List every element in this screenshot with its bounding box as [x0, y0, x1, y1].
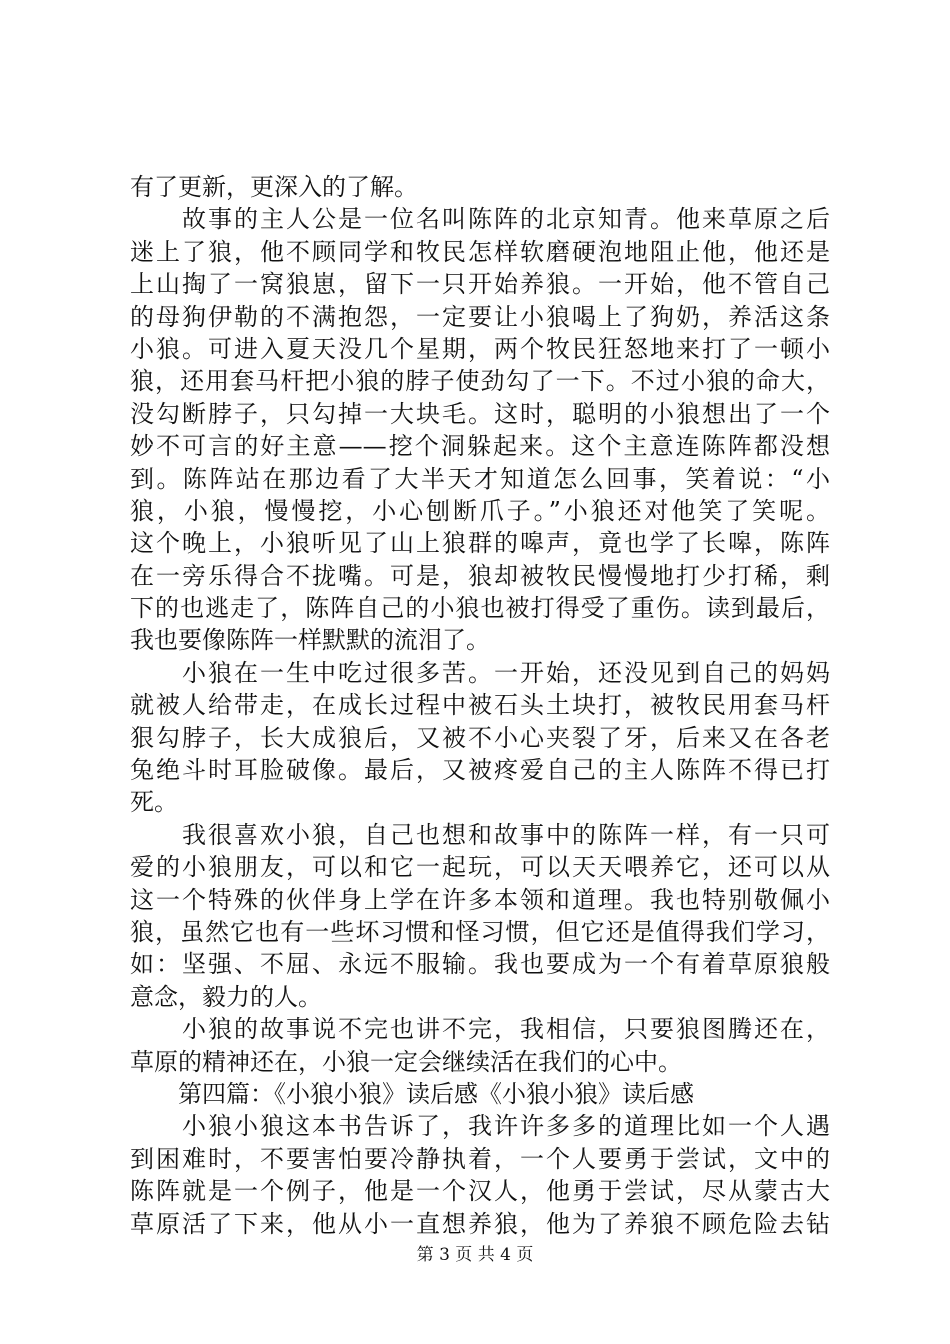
text-line: 小狼的故事说不完也讲不完，我相信，只要狼图腾还在， [130, 1015, 830, 1044]
text-line: 这个晚上，小狼听见了山上狼群的嗥声，竟也学了长嗥，陈阵 [130, 529, 830, 558]
text-line: 小狼在一生中吃过很多苦。一开始，还没见到自己的妈妈 [130, 658, 830, 687]
text-line: 在一旁乐得合不拢嘴。可是，狼却被牧民慢慢地打少打稀，剩 [130, 561, 830, 590]
text-line: 迷上了狼，他不顾同学和牧民怎样软磨硬泡地阻止他，他还是 [130, 237, 830, 266]
text-line: 有了更新，更深入的了解。 [130, 173, 418, 201]
body-text [130, 171, 830, 1240]
text-line: 狼，小狼，慢慢挖，小心刨断爪子。”小狼还对他笑了笑呢。 [130, 496, 830, 525]
text-line: 小狼。可进入夏天没几个星期，两个牧民狂怒地来打了一顿小 [130, 334, 830, 363]
text-line: 意念，毅力的人。 [130, 982, 322, 1011]
text-line: 陈阵就是一个例子，他是一个汉人，他勇于尝试，尽从蒙古大 [130, 1177, 830, 1206]
text-line: 这一个特殊的伙伴身上学在许多本领和道理。我也特别敬佩小 [130, 885, 830, 914]
text-line: 狠勾脖子，长大成狼后，又被不小心夹裂了牙，后来又在各老 [130, 723, 830, 752]
text-line: 爱的小狼朋友，可以和它一起玩，可以天天喂养它，还可以从 [130, 853, 830, 882]
text-line: 妙不可言的好主意——挖个洞躲起来。这个主意连陈阵都没想 [130, 432, 830, 461]
text-line: 故事的主人公是一位名叫陈阵的北京知青。他来草原之后 [130, 205, 830, 234]
text-line: 我也要像陈阵一样默默的流泪了。 [130, 626, 490, 655]
text-line: 狼，虽然它也有一些坏习惯和怪习惯，但它还是值得我们学习， [130, 917, 830, 946]
text-line: 第四篇：《小狼小狼》读后感《小狼小狼》读后感 [130, 1079, 694, 1108]
text-line: 上山掏了一窝狼崽，留下一只开始养狼。一开始，他不管自己 [130, 270, 830, 299]
text-line: 就被人给带走，在成长过程中被石头土块打，被牧民用套马杆 [130, 691, 830, 720]
text-line: 的母狗伊勒的不满抱怨，一定要让小狼喝上了狗奶，养活这条 [130, 302, 830, 331]
text-line: 草原的精神还在，小狼一定会继续活在我们的心中。 [130, 1047, 682, 1076]
text-line: 狼，还用套马杆把小狼的脖子使劲勾了一下。不过小狼的命大， [130, 367, 830, 396]
page-footer: 第 3 页 共 4 页 [416, 1245, 534, 1265]
text-line: 死。 [130, 788, 178, 817]
text-line: 兔绝斗时耳脸破像。最后，又被疼爱自己的主人陈阵不得已打 [130, 756, 830, 785]
text-line: 下的也逃走了，陈阵自己的小狼也被打得受了重伤。读到最后， [130, 594, 830, 623]
text-line: 如：坚强、不屈、永远不服输。我也要成为一个有着草原狼般 [130, 950, 830, 979]
text-line: 草原活了下来，他从小一直想养狼，他为了养狼不顾危险去钻 [130, 1209, 830, 1238]
text-line: 没勾断脖子，只勾掉一大块毛。这时，聪明的小狼想出了一个 [130, 399, 830, 428]
text-line: 到。陈阵站在那边看了大半天才知道怎么回事，笑着说：“小 [130, 464, 830, 493]
text-line: 我很喜欢小狼，自己也想和故事中的陈阵一样，有一只可 [130, 820, 830, 849]
text-line: 到困难时，不要害怕要冷静执着，一个人要勇于尝试，文中的 [130, 1144, 830, 1173]
text-line: 小狼小狼这本书告诉了，我许许多多的道理比如一个人遇 [130, 1112, 830, 1141]
